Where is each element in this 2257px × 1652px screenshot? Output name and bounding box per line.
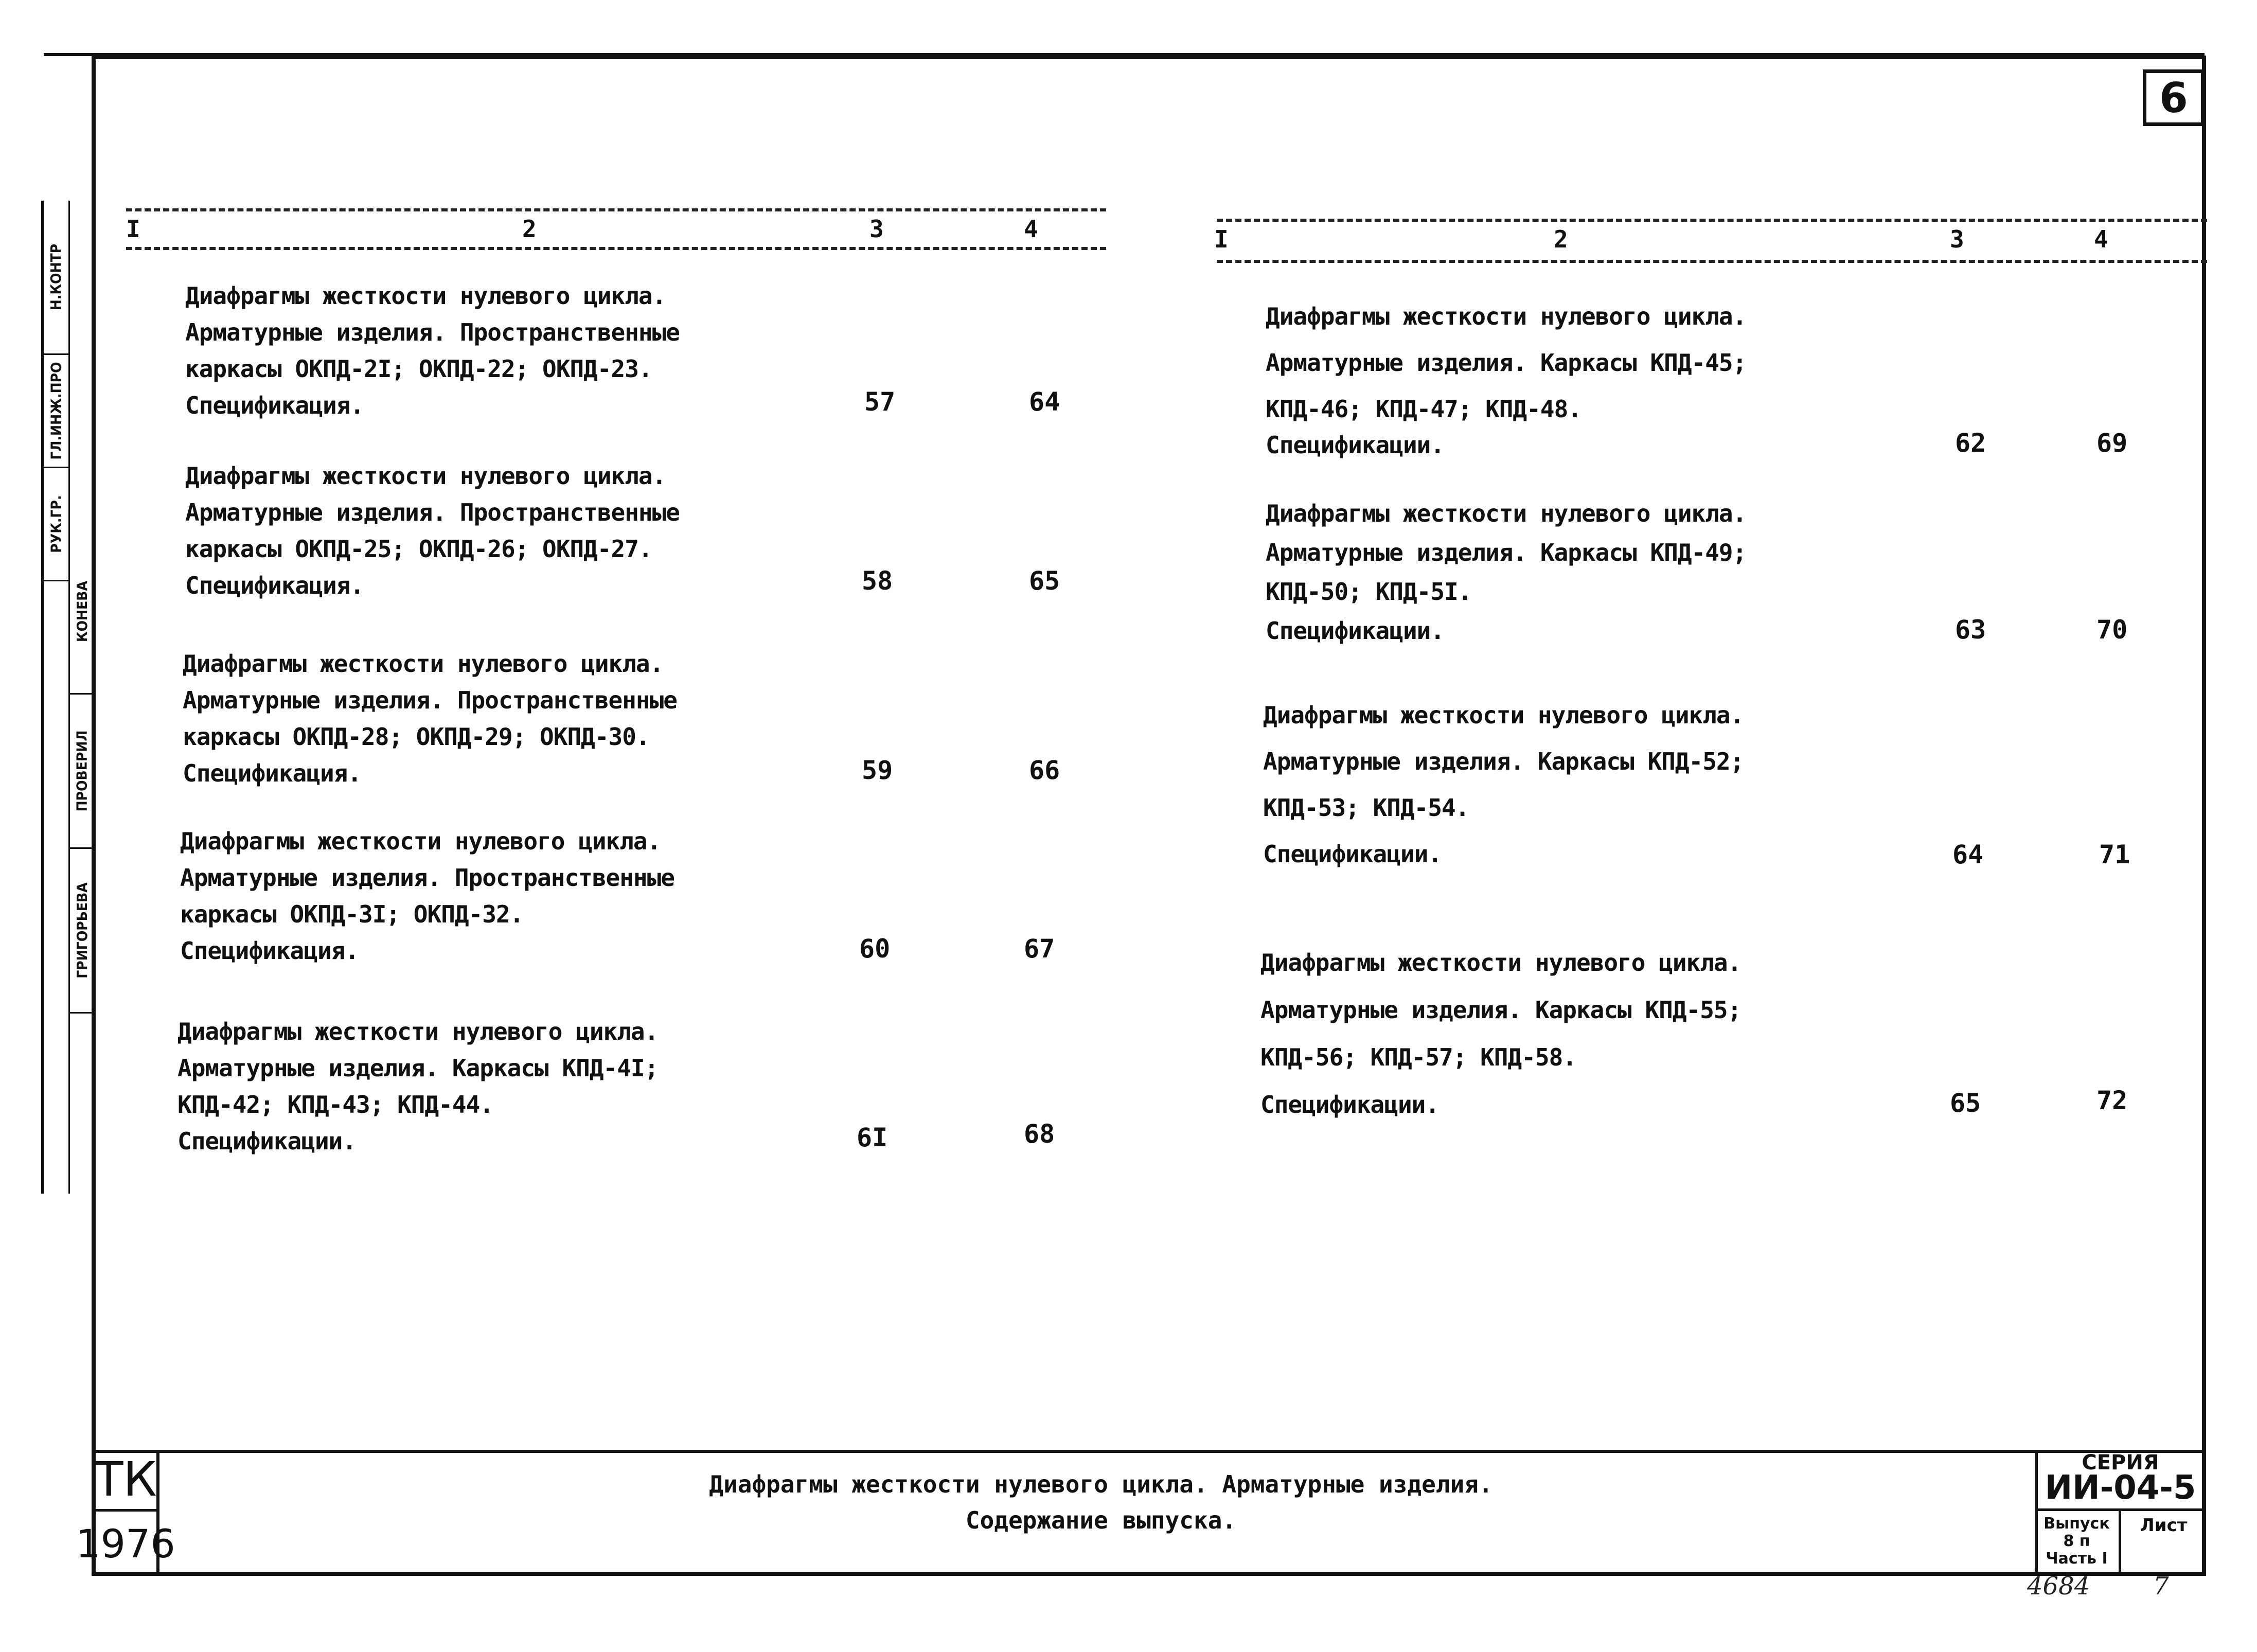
- entry-page-col4: 65: [1029, 566, 1060, 596]
- entry-page-col3: 63: [1955, 615, 1986, 645]
- title-line-2: Содержание выпуска.: [965, 1506, 1237, 1534]
- contents-entry: Диафрагмы жесткости нулевого цикла. Арматурные изделия. Каркасы КПД-52; КПД-53; КПД-54. Спецификации.: [1263, 701, 1744, 868]
- entry-page-col3: 57: [864, 387, 896, 417]
- contents-entry: Диафрагмы жесткости нулевого цикла. Арматурные изделия. Каркасы КПД-55; КПД-56; КПД-57; КПД-58. Спецификации.: [1260, 949, 1741, 1118]
- inventory-number: 4684: [2027, 1572, 2090, 1601]
- right-col-2-header: 2: [1554, 225, 1568, 253]
- contents-entry: Диафрагмы жесткости нулевого цикла. Арматурные изделия. Пространственные каркасы ОКПД-25; ОКПД-26; ОКПД-27. Спецификация.: [185, 462, 680, 599]
- left-header-bottom-line: [126, 247, 1106, 250]
- contents-entry: Диафрагмы жесткости нулевого цикла. Арматурные изделия. Пространственные каркасы ОКПД-2I; ОКПД-22; ОКПД-23. Спецификация.: [185, 282, 680, 419]
- left-col-1-header: I: [126, 215, 140, 243]
- strip-cell: Н.КОНТР: [44, 201, 68, 355]
- series-code: ИИ-04-5: [2045, 1469, 2196, 1507]
- entry-page-col3: 59: [862, 755, 893, 785]
- title-block-title: [165, 1466, 2037, 1538]
- org-mark: ТК: [92, 1450, 159, 1512]
- right-header-bottom-line: [1217, 260, 2207, 263]
- binding-strip-column-1: [44, 201, 70, 1194]
- strip-cell: ГРИГОРЬЕВА: [69, 849, 94, 1014]
- left-col-3-header: 3: [869, 215, 884, 243]
- strip-cell: КОНЕВА: [69, 530, 94, 695]
- entry-page-col3: 58: [862, 566, 893, 596]
- entry-page-col3: 6I: [857, 1123, 888, 1152]
- year: 1976: [76, 1520, 175, 1567]
- left-header-top-line: [126, 208, 1106, 211]
- entry-page-col4: 71: [2099, 840, 2130, 869]
- entry-page-col4: 72: [2096, 1086, 2128, 1115]
- contents-entry: Диафрагмы жесткости нулевого цикла. Арматурные изделия. Пространственные каркасы ОКПД-28; ОКПД-29; ОКПД-30. Спецификация.: [183, 650, 677, 787]
- entry-page-col3: 64: [1952, 840, 1984, 869]
- strip-cell: ПРОВЕРИЛ: [69, 695, 94, 849]
- title-block-top-line: [92, 1450, 2206, 1453]
- contents-entry: Диафрагмы жесткости нулевого цикла. Арматурные изделия. Пространственные каркасы ОКПД-3I; ОКПД-32. Спецификация.: [180, 827, 674, 965]
- entry-page-col3: 60: [859, 934, 891, 964]
- binding-strip: [41, 201, 95, 1194]
- left-col-4-header: 4: [1024, 215, 1038, 243]
- entry-page-col4: 70: [2096, 615, 2128, 645]
- issue-cell: Выпуск 8 п Часть I: [2035, 1511, 2121, 1575]
- right-col-4-header: 4: [2094, 225, 2108, 253]
- entry-page-col4: 68: [1024, 1119, 1055, 1149]
- left-col-2-header: 2: [522, 215, 537, 243]
- sheet-label: Лист: [2140, 1515, 2188, 1536]
- contents-entry: Диафрагмы жесткости нулевого цикла. Арматурные изделия. Каркасы КПД-45; КПД-46; КПД-47; КПД-48. Спецификации.: [1266, 303, 1747, 459]
- page-number: 7: [2153, 1572, 2169, 1601]
- contents-entry: Диафрагмы жесткости нулевого цикла. Арматурные изделия. Каркасы КПД-49; КПД-50; КПД-5I. Спецификации.: [1266, 500, 1747, 645]
- entry-page-col3: 65: [1950, 1088, 1981, 1118]
- strip-cell: ГЛ.ИНЖ.ПРО: [44, 355, 68, 468]
- entry-page-col4: 67: [1024, 934, 1055, 964]
- entry-page-col4: 64: [1029, 387, 1060, 417]
- right-col-1-header: I: [1214, 225, 1229, 253]
- entry-page-col4: 66: [1029, 755, 1060, 785]
- contents-entry: Диафрагмы жесткости нулевого цикла. Арматурные изделия. Каркасы КПД-4I; КПД-42; КПД-43; КПД-44. Спецификации.: [177, 1018, 659, 1155]
- title-line-1: Диафрагмы жесткости нулевого цикла. Арматурные изделия.: [709, 1470, 1493, 1498]
- entry-page-col4: 69: [2096, 428, 2128, 458]
- right-col-3-header: 3: [1950, 225, 1964, 253]
- sheet-number-box: [2143, 69, 2205, 126]
- strip-cell: РУК.ГР.: [44, 468, 68, 581]
- series-label: СЕРИЯ: [2082, 1451, 2159, 1475]
- entry-page-col3: 62: [1955, 428, 1986, 458]
- binding-strip-column-2: [69, 201, 96, 1194]
- sheet-number: 6: [2159, 74, 2188, 122]
- right-header-top-line: [1217, 219, 2207, 222]
